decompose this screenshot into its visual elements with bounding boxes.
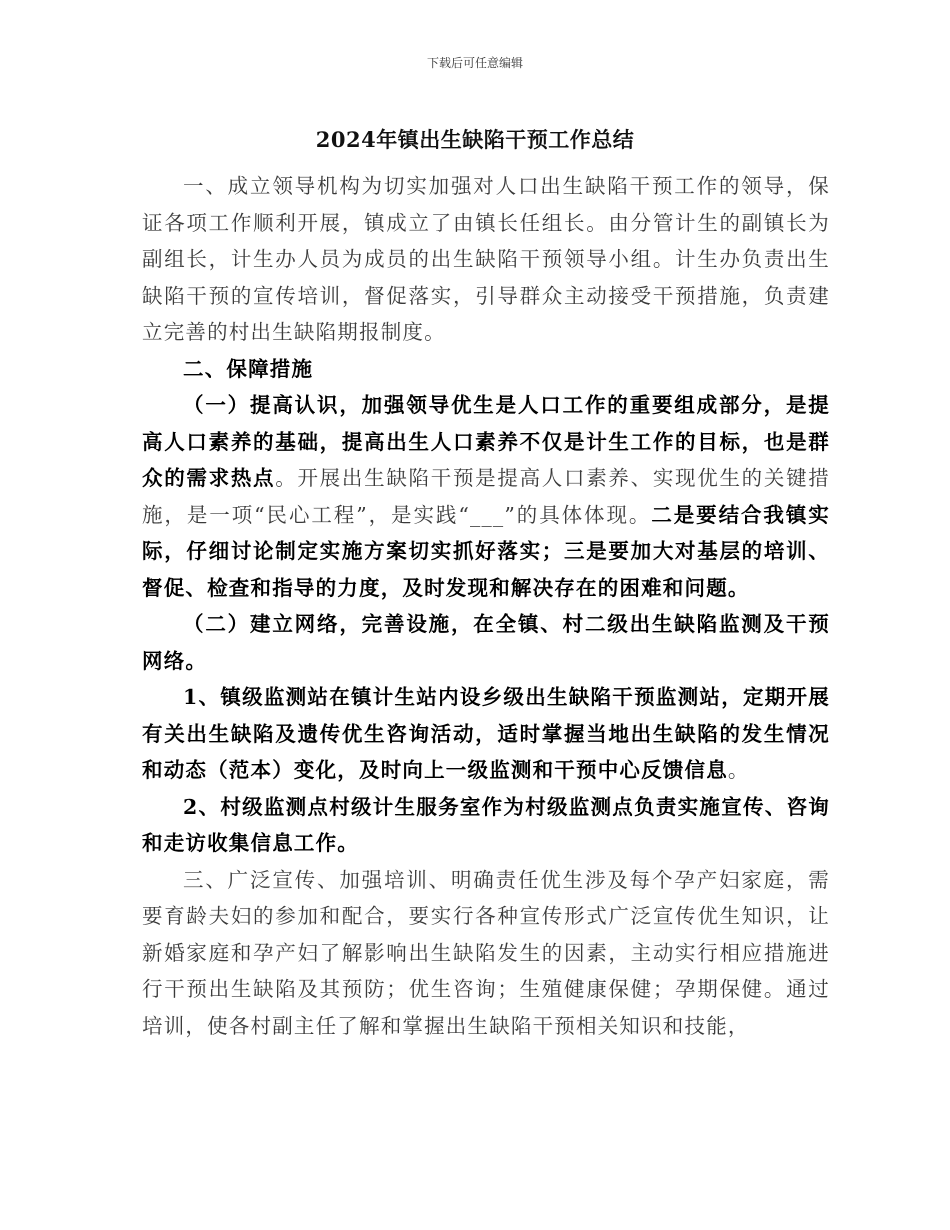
text-bold-run-3: 1、镇级监测站在镇计生站内设乡级出生缺陷干预监测站，定期开展有关出生缺陷及遗传优生咨询活动，适时掌握当地出生缺陷的发生情况和动态（范本）变化，及时向上一级监测和干预中心反馈信息 — [142, 685, 830, 782]
text-bold-run: （一）提高认识，加强领导优生是人口工作的重要组成部分，是提高人口素养的基础，提高出生人口素养不仅是计生工作的目标，也是群众的需求热点 — [142, 393, 830, 490]
page-header-note: 下载后可任意编辑 — [426, 56, 523, 70]
paragraph-section-2-2-2: 2、村级监测点村级计生服务室作为村级监测点负责实施宣传、咨询和走访收集信息工作。 — [142, 794, 830, 855]
paragraph-section-2-2: （二）建立网络，完善设施，在全镇、村二级出生缺陷监测及干预网络。 — [142, 612, 830, 673]
paragraph-section-3: 三、广泛宣传、加强培训、明确责任优生涉及每个孕产妇家庭，需要育龄夫妇的参加和配合，要实行各种宣传形式广泛宣传优生知识，让新婚家庭和孕产妇了解影响出生缺陷发生的因素，主动实行相应措施进行干预出生缺陷及其预防；优生咨询；生殖健康保健；孕期保健。通过培训，使各村副主任了解和掌握出生缺陷干预相关知识和技能， — [142, 867, 830, 1038]
text-bold-run-2: 二是要结合我镇实际，仔细讨论制定实施方案切实抓好落实；三是要加大对基层的培训、督促、检查和指导的力度，及时发现和解决存在的困难和问题。 — [142, 502, 830, 600]
document-title: 2024年镇出生缺陷干预工作总结 — [315, 127, 635, 152]
text-regular-run: 。开展出生缺陷干预是提高人口素养、实现优生的关键措施，是一项“民心工程”，是实践“___”的具体体现。 — [142, 466, 831, 527]
heading-section-2: 二、保障措施 — [183, 356, 314, 381]
paragraph-section-2-2-1 — [142, 679, 830, 789]
text-regular-run-2: 。 — [727, 758, 750, 782]
paragraph-section-1: 一、成立领导机构为切实加强对人口出生缺陷干预工作的领导，保证各项工作顺利开展，镇成立了由镇长任组长。由分管计生的副镇长为副组长，计生办人员为成员的出生缺陷干预领导小组。计生办负责出生缺陷干预的宣传培训，督促落实，引导群众主动接受干预措施，负责建立完善的村出生缺陷期报制度。 — [142, 174, 830, 344]
paragraph-section-2-1 — [142, 387, 830, 606]
document-body — [142, 168, 830, 1044]
